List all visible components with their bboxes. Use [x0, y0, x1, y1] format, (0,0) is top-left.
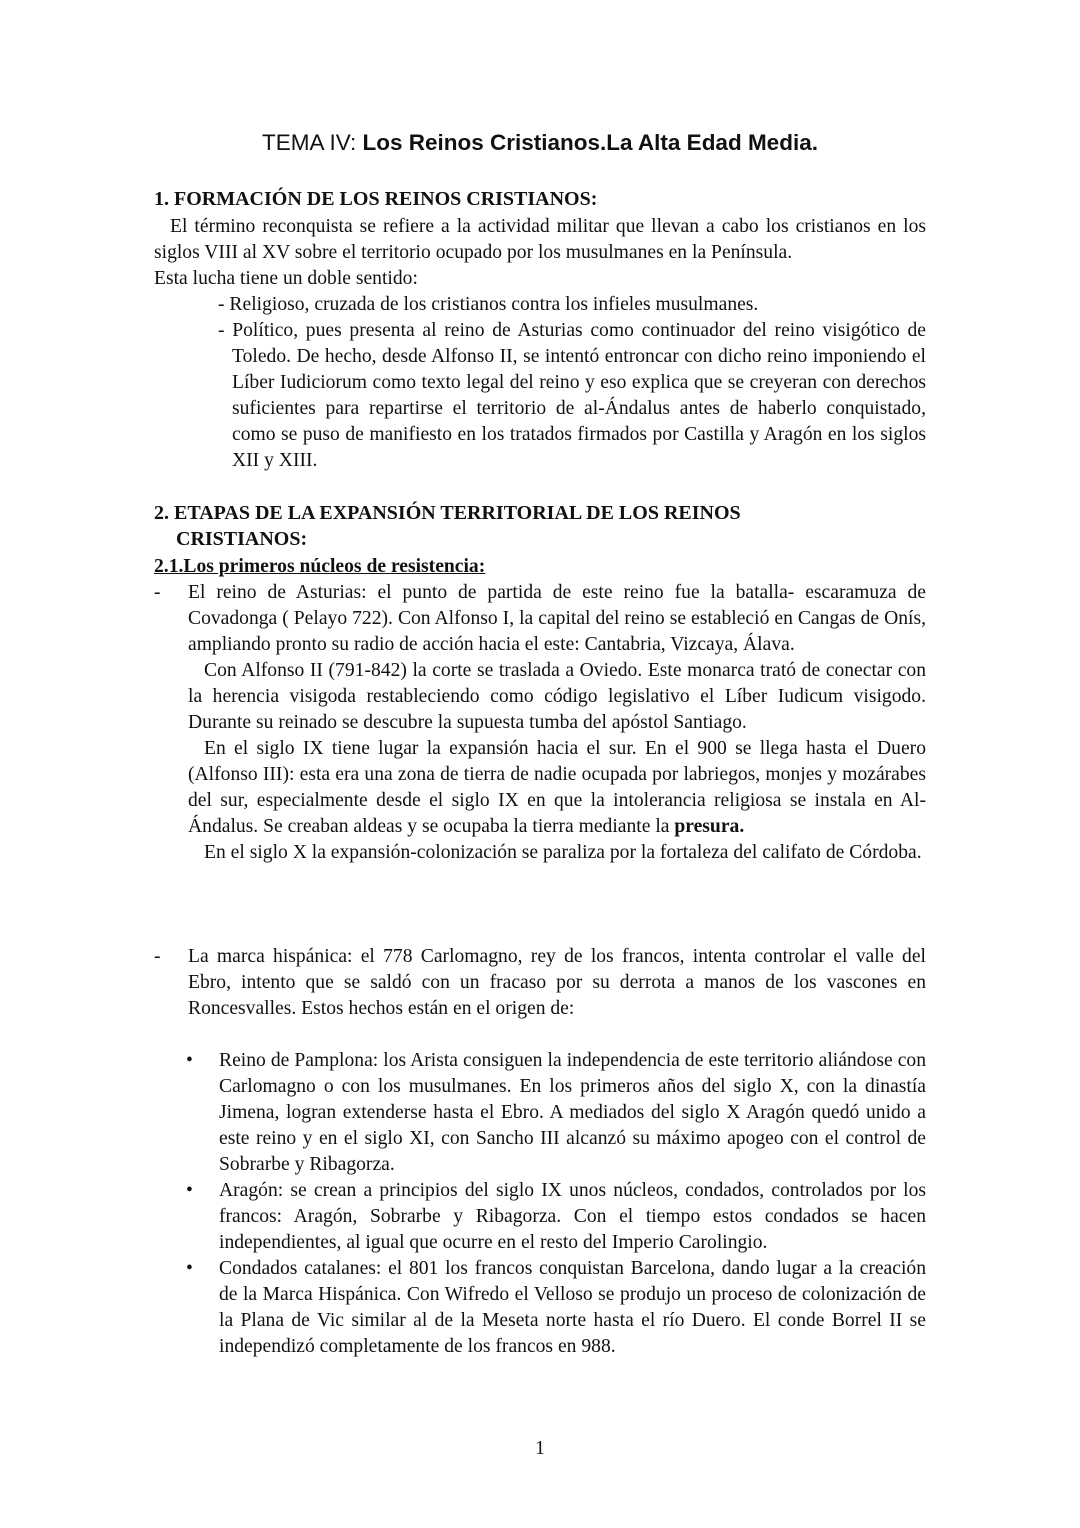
asturias-p2: Con Alfonso II (791-842) la corte se traslada a Oviedo. Este monarca trató de conectar con la herencia visigoda restableciendo como código legislativo el Líber Iudicum visigodo. Durante su reinado se descubre la supuesta tumba del apóstol Santiago.: [188, 660, 926, 733]
section-1-heading: 1. FORMACIÓN DE LOS REINOS CRISTIANOS:: [154, 188, 598, 210]
bullet-marker: •: [186, 1050, 193, 1071]
list-item: • Condados catalanes: el 801 los francos conquistan Barcelona, dando lugar a la creación de la Marca Hispánica. Con Wifredo el Velloso se produjo un proceso de colonización de la Plana de Vic similar al de la Meseta norte hasta el río Duero. El conde Borrel II se independizó completamente de los francos en 988.: [186, 1258, 926, 1357]
asturias-p4: En el siglo X la expansión-colonización se paraliza por la fortaleza del califato de Córdoba.: [204, 842, 922, 863]
page-title: [0, 128, 1080, 158]
bullet-marker: •: [186, 1180, 193, 1201]
asturias-p1: El reino de Asturias: el punto de partida de este reino fue la batalla- escaramuza de Covadonga ( Pelayo 722). Con Alfonso I, la capital del reino se estableció en Cangas de Onís, ampliando pronto su radio de acción hacia el este: Cantabria, Vizcaya, Álava.: [188, 582, 926, 655]
bullet-list: [154, 1048, 926, 1360]
asturias-item: [154, 580, 926, 866]
list-item: • Aragón: se crean a principios del siglo IX unos núcleos, condados, controlados por los francos: Aragón, Sobrarbe y Ribagorza. Con el tiempo estos condados se hacen independientes, al igual que ocurre en el resto del Imperio Carolingio.: [186, 1180, 926, 1253]
section-2-heading-line1: 2. ETAPAS DE LA EXPANSIÓN TERRITORIAL DE LOS REINOS: [154, 502, 741, 524]
section-2-heading-line2: CRISTIANOS:: [176, 528, 308, 550]
dash-marker: -: [154, 946, 161, 967]
section-2-heading: [154, 500, 934, 552]
section-1-intro-2: Esta lucha tiene un doble sentido:: [154, 268, 418, 289]
marca-text: La marca hispánica: el 778 Carlomagno, rey de los francos, intenta controlar el valle del Ebro, intento que se saldó con un fracaso por su derrota a manos de los vascones en Roncesvalles. Estos hechos están en el origen de:: [188, 946, 926, 1019]
subsection-2-1-heading: 2.1.Los primeros núcleos de resistencia:: [154, 556, 486, 577]
dash-marker: -: [154, 582, 161, 603]
section-1-item-religioso: - Religioso, cruzada de los cristianos contra los infieles musulmanes.: [218, 294, 759, 315]
title-prefix: TEMA IV:: [262, 130, 363, 155]
marca-item: [154, 944, 926, 1022]
section-1-item-politico: - Político, pues presenta al reino de Asturias como continuador del reino visigótico de Toledo. De hecho, desde Alfonso II, se intentó entroncar con dicho reino imponiendo el Líber Iudiciorum como texto legal del reino y eso explica que se creyeran con derechos suficientes para repartirse el territorio de al-Ándalus antes de haberlo conquistado, como se puso de manifiesto en los tratados firmados por Castilla y Aragón en los siglos XII y XIII.: [218, 320, 926, 471]
page-number: 1: [535, 1438, 545, 1459]
asturias-p3: En el siglo IX tiene lugar la expansión hacia el sur. En el 900 se llega hasta el Duero (Alfonso III): esta era una zona de tierra de nadie ocupada por labriegos, monjes y mozárabes del sur, especialmente desde el siglo IX en que la intolerancia religiosa se instala en Al-Ándalus. Se creaban aldeas y se ocupaba la tierra mediante la presura.: [188, 738, 926, 837]
list-item: • Reino de Pamplona: los Arista consiguen la independencia de este territorio aliándose con Carlomagno o con los musulmanes. En los primeros años del siglo X, con la dinastía Jimena, logran extenderse hasta el Ebro. A mediados del siglo X Aragón quedó unido a este reino y en el siglo XI, con Sancho III alcanzó su máximo apogeo con el control de Sobrarbe y Ribagorza.: [186, 1050, 926, 1175]
presura-term: presura.: [674, 816, 745, 837]
title-main: Los Reinos Cristianos.La Alta Edad Media.: [362, 130, 818, 155]
section-1: [154, 186, 926, 212]
bullet-marker: •: [186, 1258, 193, 1279]
section-1-intro: El término reconquista se refiere a la actividad militar que llevan a cabo los cristianos en los siglos VIII al XV sobre el territorio ocupado por los musulmanes en la Península.: [154, 216, 926, 263]
